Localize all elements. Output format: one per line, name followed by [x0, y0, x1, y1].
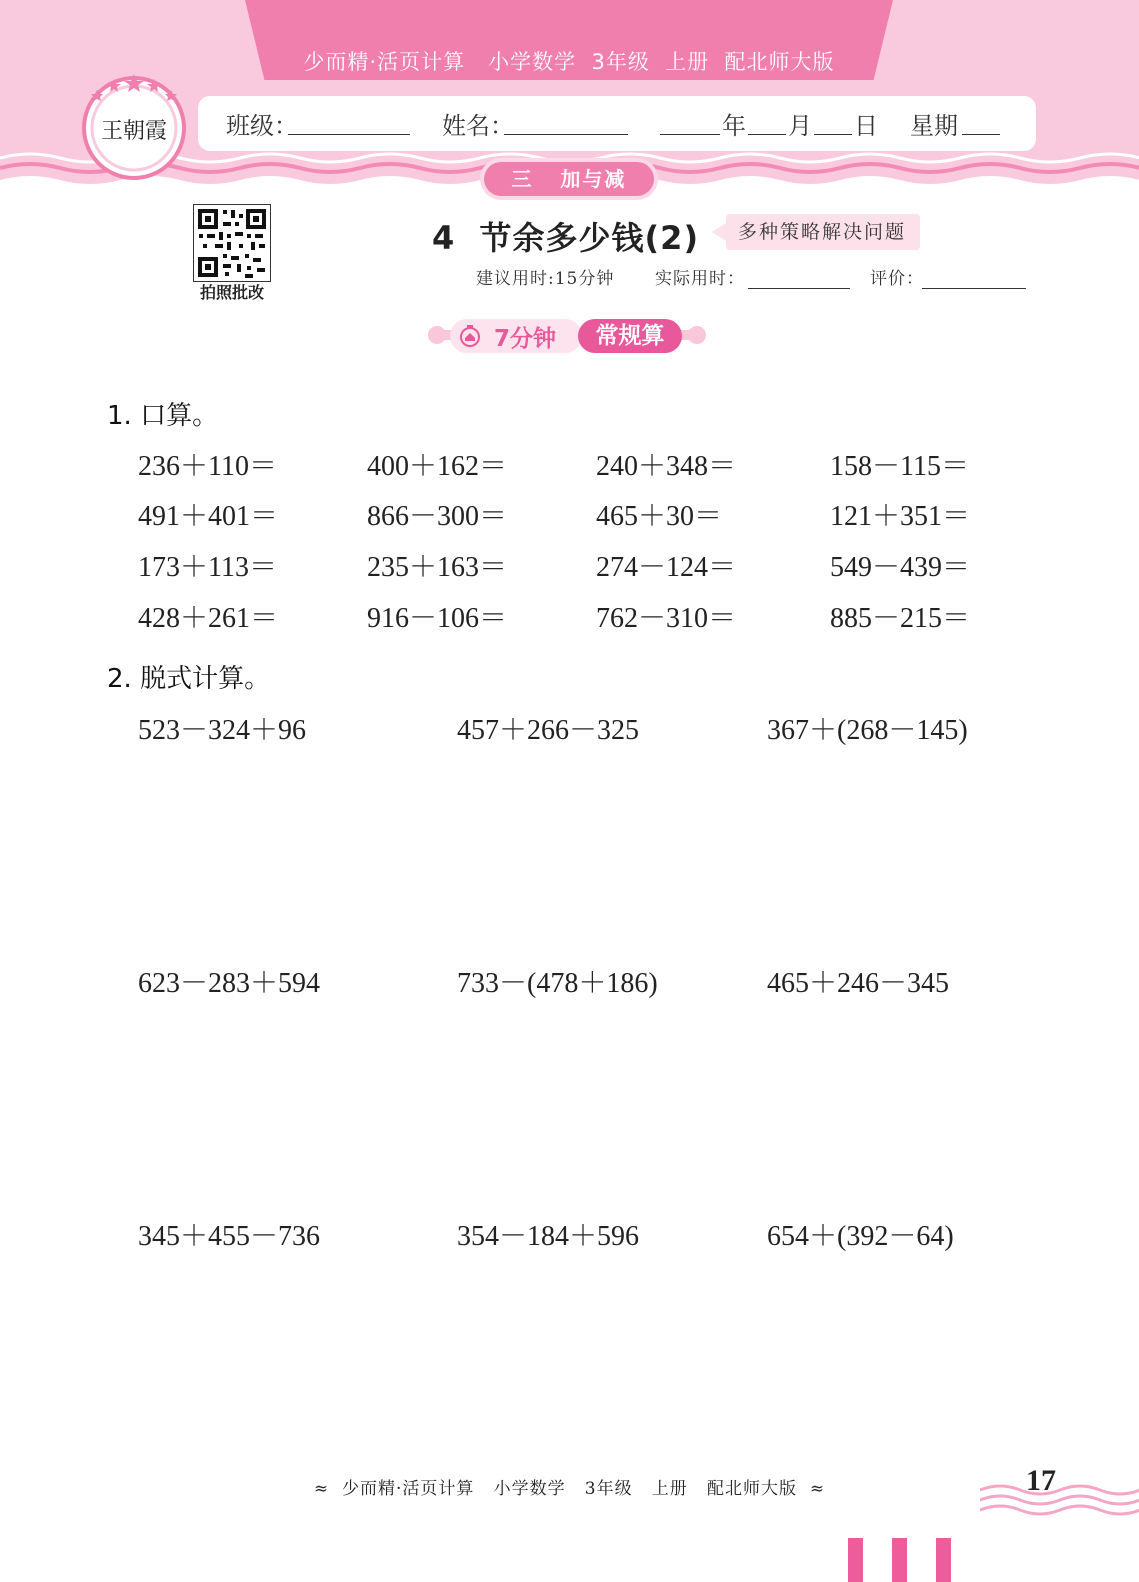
year-field[interactable]	[660, 134, 720, 135]
lesson-title: 4 节余多少钱(2)	[432, 219, 700, 257]
q1-title: 1. 口算。	[107, 401, 219, 431]
mental-math-problem: 549－439＝	[830, 552, 971, 583]
step-calculation-problem: 345＋455－736	[138, 1221, 321, 1252]
q2-title: 2. 脱式计算。	[107, 664, 271, 694]
step-calculation-problem: 367＋(268－145)	[767, 715, 968, 746]
mental-math-problem: 866－300＝	[367, 501, 508, 532]
mental-math-problem: 158－115＝	[830, 451, 969, 482]
svg-text:王朝霞: 王朝霞	[100, 119, 168, 144]
weekday-field[interactable]	[962, 134, 1000, 135]
mental-math-problem: 240＋348＝	[596, 451, 737, 482]
evaluation-field[interactable]	[922, 288, 1026, 289]
class-field[interactable]	[288, 134, 410, 135]
timer-text: 7分钟	[494, 326, 557, 352]
mental-math-problem: 465＋30＝	[596, 501, 723, 532]
mental-math-problem: 916－106＝	[367, 603, 508, 634]
evaluation-label: 评价：	[870, 269, 924, 289]
step-calculation-problem: 623－283＋594	[138, 968, 321, 999]
qr-code[interactable]	[193, 204, 271, 282]
footer-bar	[936, 1538, 951, 1582]
strip-end-left	[428, 326, 446, 344]
step-calculation-problem: 733－(478＋186)	[457, 968, 658, 999]
footer-wave-decoration	[980, 1478, 1139, 1518]
name-field[interactable]	[504, 134, 628, 135]
day-label: 日	[854, 112, 878, 140]
step-calculation-problem: 457＋266－325	[457, 715, 640, 746]
mental-math-problem: 428＋261＝	[138, 603, 279, 634]
footer-bar	[848, 1538, 863, 1582]
tag-pointer	[712, 223, 726, 241]
step-calculation-problem: 523－324＋96	[138, 715, 307, 746]
step-calculation-problem: 654＋(392－64)	[767, 1221, 954, 1252]
footer-series: ≈ 少而精·活页计算 小学数学 3年级 上册 配北师大版 ≈	[313, 1479, 826, 1499]
strategy-tag: 多种策略解决问题	[726, 214, 920, 250]
mental-math-problem: 121＋351＝	[830, 501, 971, 532]
month-label: 月	[788, 112, 812, 140]
qr-label: 拍照批改	[199, 283, 264, 302]
month-field[interactable]	[748, 134, 786, 135]
day-field[interactable]	[814, 134, 852, 135]
strip-end-right	[688, 326, 706, 344]
suggested-time: 建议用时:15分钟	[476, 269, 615, 289]
mental-math-problem: 762－310＝	[596, 603, 737, 634]
step-calculation-problem: 354－184＋596	[457, 1221, 640, 1252]
class-label: 班级：	[226, 112, 298, 140]
exercise-type-badge: 常规算	[578, 319, 682, 353]
page-number: 17	[1026, 1464, 1056, 1497]
actual-time-field[interactable]	[748, 288, 850, 289]
mental-math-problem: 400＋162＝	[367, 451, 508, 482]
year-label: 年	[722, 112, 746, 140]
mental-math-problem: 491＋401＝	[138, 501, 279, 532]
unit-label: 三 加与减	[484, 162, 654, 196]
mental-math-problem: 885－215＝	[830, 603, 971, 634]
brand-logo	[80, 72, 188, 180]
step-calculation-problem: 465＋246－345	[767, 968, 950, 999]
mental-math-problem: 274－124＝	[596, 552, 737, 583]
mental-math-problem: 235＋163＝	[367, 552, 508, 583]
mental-math-problem: 173＋113＝	[138, 552, 277, 583]
weekday-label: 星期	[910, 112, 958, 140]
footer-bar	[892, 1538, 907, 1582]
series-title: 少而精·活页计算 小学数学 3年级 上册 配北师大版	[303, 50, 835, 74]
name-label: 姓名：	[442, 112, 514, 140]
actual-time-label: 实际用时：	[655, 269, 745, 289]
mental-math-problem: 236＋110＝	[138, 451, 277, 482]
stopwatch-icon	[458, 324, 482, 348]
